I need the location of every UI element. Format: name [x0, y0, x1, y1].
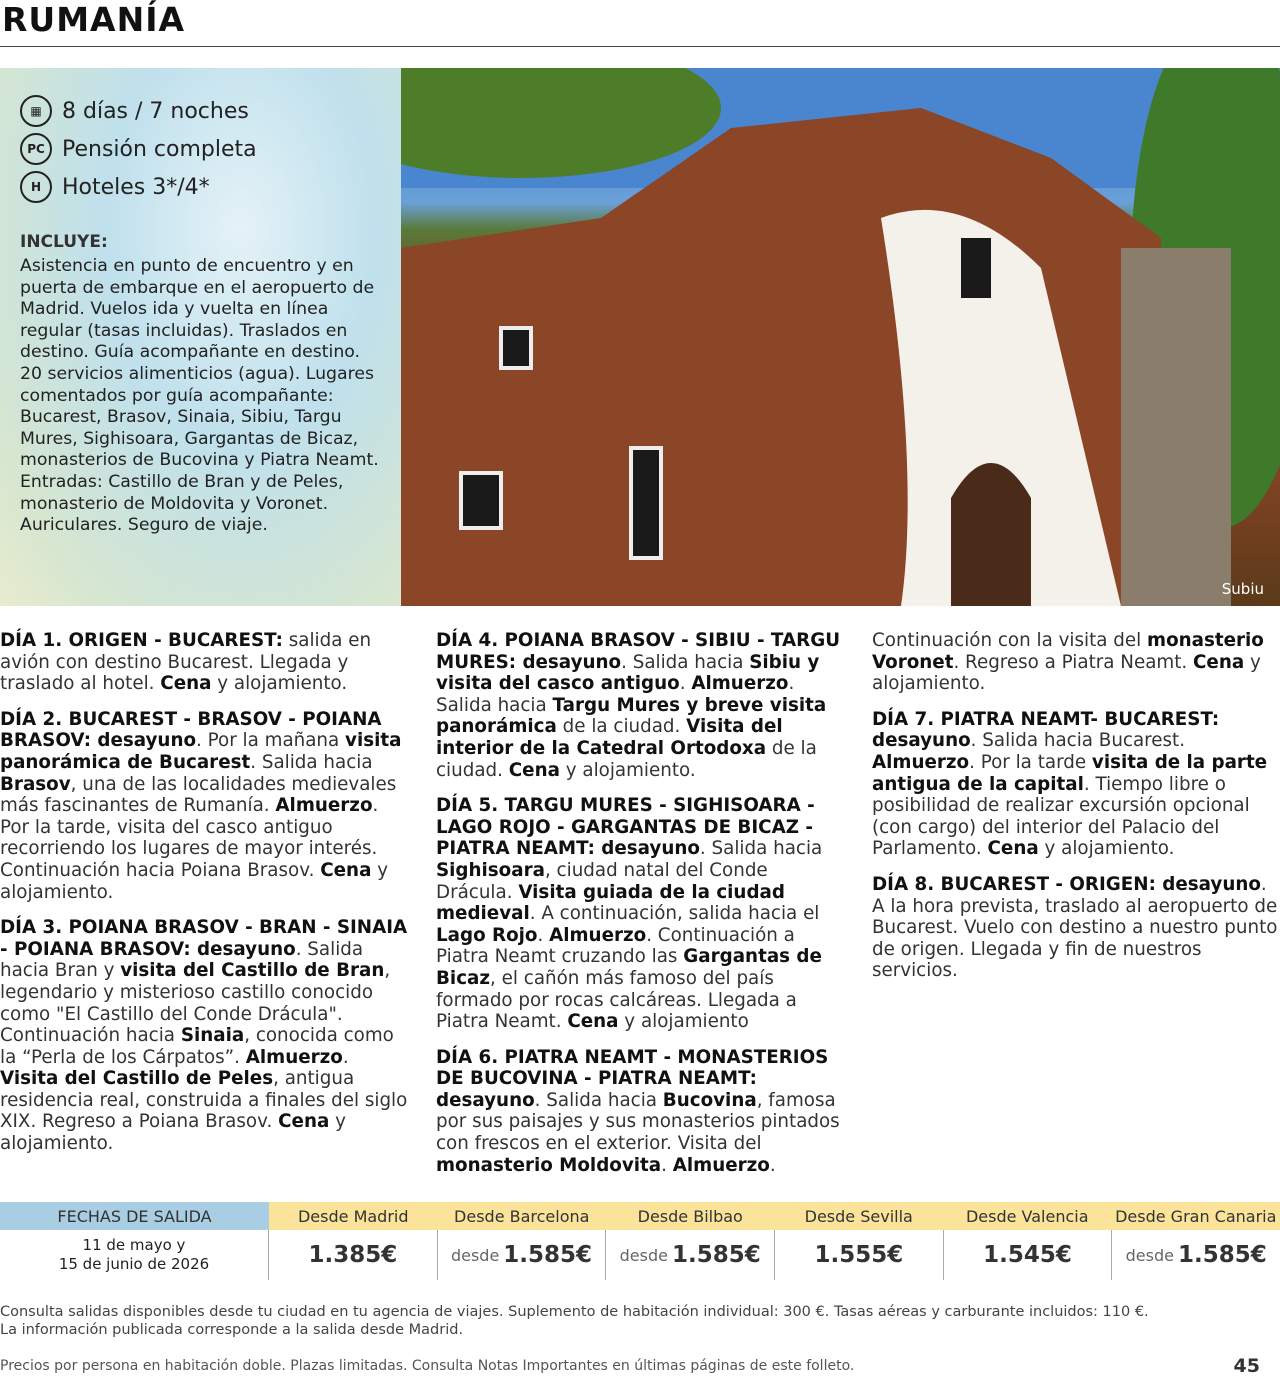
- itinerary-day: [436, 630, 844, 781]
- bold-text: Visita del interior de la Catedral Ortodoxa: [436, 716, 783, 759]
- photo-clay-castle: [401, 68, 1280, 606]
- itinerary-day: [0, 917, 408, 1155]
- footer-note: Precios por persona en habitación doble. Plazas limitadas. Consulta Notas Importantes en últimas páginas de este folleto.: [0, 1358, 854, 1374]
- includes-text: Asistencia en punto de encuentro y en puerta de embarque en el aeropuerto de Madrid. Vuelos ida y vuelta en línea regular (tasas incluidas). Traslados en destino. Guía acompañante en destino. 20 servicios alimenticios (agua). Lugares comentados por guía acompañante: Bucarest, Brasov, Sinaia, Sibiu, Targu Mures, Sighisoara, Gargantas de Bicaz, monasterios de Bucovina y Piatra Neamt. Entradas: Castillo de Bran y de Peles, monasterio de Moldovita y Voronet. Auriculares. Seguro de viaje.: [20, 256, 381, 537]
- origin-header: Desde Valencia: [943, 1202, 1112, 1230]
- departure-dates: [0, 1230, 269, 1280]
- text-run: . Salida hacia: [700, 838, 822, 859]
- pension-icon: PC: [20, 133, 52, 165]
- text-run: . Regreso a Piatra Neamt.: [953, 652, 1193, 673]
- price-value: 1.545€: [983, 1242, 1072, 1268]
- bold-text: monasterio Voronet: [872, 630, 1264, 673]
- text-run: , ciudad natal del Conde Drácula.: [436, 860, 768, 903]
- notes: [0, 1303, 1280, 1339]
- origin-header: Desde Barcelona: [438, 1202, 607, 1230]
- text-run: , famosa por sus paisajes y sus monasterios pintados con frescos en el exterior. Visita del: [436, 1090, 840, 1154]
- text-run: . Salida hacia Bucarest.: [971, 730, 1185, 751]
- text-run: , antigua residencia real, construida a finales del siglo XIX. Regreso a Poiana Brasov.: [0, 1068, 407, 1132]
- price-value: 1.585€: [672, 1242, 761, 1268]
- bold-text: visita de la parte antigua de la capital: [872, 752, 1267, 795]
- page-title: RUMANÍA: [2, 0, 185, 39]
- feature-text: Pensión completa: [62, 137, 257, 162]
- note-line: La información publicada corresponde a la salida desde Madrid.: [0, 1321, 1280, 1339]
- text-run: . Por la tarde: [969, 752, 1092, 773]
- origin-header: Desde Sevilla: [775, 1202, 944, 1230]
- price-cell: [606, 1230, 775, 1280]
- text-run: y alojamiento.: [0, 1111, 346, 1154]
- itinerary: [0, 630, 1280, 1190]
- text-run: .: [343, 1047, 349, 1068]
- bold-text: Almuerzo: [691, 673, 788, 694]
- itinerary-day: [872, 874, 1280, 982]
- text-run: y alojamiento.: [560, 760, 696, 781]
- bold-text: Bucovina: [663, 1090, 757, 1111]
- text-run: . Tiempo libre o posibilidad de realizar excursión opcional (con cargo) del interior del Palacio del Parlamento.: [872, 774, 1250, 860]
- price-value: 1.555€: [814, 1242, 903, 1268]
- bold-text: Lago Rojo: [436, 925, 537, 946]
- origin-header: Desde Bilbao: [606, 1202, 775, 1230]
- page-number: 45: [1234, 1355, 1260, 1377]
- text-run: , conocida como la “Perla de los Cárpatos”.: [0, 1025, 394, 1068]
- text-run: , el cañón más famoso del país formado por rocas calcáreas. Llegada a Piatra Neamt.: [436, 968, 797, 1032]
- bold-text: DÍA 1. ORIGEN - BUCAREST:: [0, 630, 283, 651]
- hotel-icon: H: [20, 171, 52, 203]
- text-run: de la ciudad.: [557, 716, 686, 737]
- text-run: . Por la mañana: [196, 730, 345, 751]
- text-run: . Salida hacia: [535, 1090, 663, 1111]
- text-run: salida en avión con destino Bucarest. Llegada y traslado al hotel.: [0, 630, 371, 694]
- text-run: .: [537, 925, 549, 946]
- bold-text: Cena: [320, 860, 371, 881]
- bold-text: Cena: [509, 760, 560, 781]
- origin-header: Desde Gran Canaria: [1112, 1202, 1280, 1230]
- bold-text: DÍA 4. POIANA BRASOV - SIBIU - TARGU MURES: desayuno: [436, 630, 840, 673]
- bold-text: DÍA 3. POIANA BRASOV - BRAN - SINAIA - POIANA BRASOV: desayuno: [0, 917, 407, 960]
- text-run: y alojamiento.: [872, 652, 1261, 695]
- price-cell: [438, 1230, 607, 1280]
- from-label: desde: [451, 1246, 499, 1265]
- calendar-icon: ▦: [20, 95, 52, 127]
- itinerary-day: [436, 795, 844, 1033]
- price-cell: [1112, 1230, 1280, 1280]
- feature-text: Hoteles 3*/4*: [62, 175, 210, 200]
- price-value: 1.585€: [1178, 1242, 1267, 1268]
- bold-text: Almuerzo: [275, 795, 372, 816]
- date-line: 15 de junio de 2026: [0, 1255, 268, 1274]
- bold-text: visita del Castillo de Bran: [120, 960, 384, 981]
- bold-text: Cena: [160, 673, 211, 694]
- divider: [0, 46, 1280, 47]
- text-run: . Continuación con la visita del: [770, 630, 1147, 1176]
- text-run: y alojamiento.: [211, 673, 347, 694]
- text-run: y alojamiento: [619, 1011, 749, 1032]
- bold-text: Brasov: [0, 774, 71, 795]
- bold-text: Almuerzo: [246, 1047, 343, 1068]
- bold-text: DÍA 6. PIATRA NEAMT - MONASTERIOS DE BUCOVINA - PIATRA NEAMT: desayuno: [436, 1047, 828, 1111]
- bold-text: DÍA 5. TARGU MURES - SIGHISOARA - LAGO ROJO - GARGANTAS DE BICAZ - PIATRA NEAMT: desayuno: [436, 795, 815, 859]
- text-run: , una de las localidades medievales más fascinantes de Rumanía.: [0, 774, 396, 817]
- photo-caption: Subiu: [1222, 580, 1264, 598]
- text-run: . Salida hacia Bran y: [0, 939, 363, 982]
- bold-text: Gargantas de Bicaz: [436, 946, 822, 989]
- text-run: . Salida hacia: [250, 752, 372, 773]
- text-run: . Por la tarde, visita del casco antiguo recorriendo los lugares de mayor interés. Continuación hacia Poiana Brasov.: [0, 795, 378, 881]
- bold-text: Almuerzo: [549, 925, 646, 946]
- price-cell: [269, 1230, 438, 1280]
- departure-dates-header: FECHAS DE SALIDA: [0, 1202, 269, 1230]
- feature-text: 8 días / 7 noches: [62, 99, 249, 124]
- text-run: , legendario y misterioso castillo conocido como "El Castillo del Conde Drácula". Continuación hacia: [0, 960, 390, 1046]
- bold-text: DÍA 2. BUCAREST - BRASOV - POIANA BRASOV: desayuno: [0, 709, 382, 752]
- bold-text: Sighisoara: [436, 860, 545, 881]
- price-cell: [944, 1230, 1113, 1280]
- bold-text: Almuerzo: [872, 752, 969, 773]
- text-run: y alojamiento.: [1039, 838, 1175, 859]
- price-value: 1.585€: [503, 1242, 592, 1268]
- includes-heading: INCLUYE:: [20, 232, 381, 252]
- feature-item: [20, 168, 381, 206]
- bold-text: Sibiu y visita del casco antiguo: [436, 652, 819, 695]
- text-run: . A la hora prevista, traslado al aeropuerto de Bucarest. Vuelo con destino a nuestro punto de origen. Llegada y fin de nuestros servicios.: [872, 874, 1277, 981]
- bold-text: Cena: [1193, 652, 1244, 673]
- bold-text: DÍA 7. PIATRA NEAMT- BUCAREST: desayuno: [872, 709, 1219, 752]
- text-run: de la ciudad.: [436, 738, 817, 781]
- bold-text: Sinaia: [181, 1025, 244, 1046]
- bold-text: Visita guiada de la ciudad medieval: [436, 882, 785, 925]
- price-table: [0, 1202, 1280, 1280]
- itinerary-day: [0, 709, 408, 903]
- bold-text: Almuerzo: [673, 1155, 770, 1176]
- price-value: 1.385€: [308, 1242, 397, 1268]
- text-run: .: [680, 673, 692, 694]
- itinerary-day: [872, 709, 1280, 860]
- price-cell: [775, 1230, 944, 1280]
- note-line: Consulta salidas disponibles desde tu ciudad en tu agencia de viajes. Suplemento de habitación individual: 300 €. Tasas aéreas y carburante incluidos: 110 €.: [0, 1303, 1280, 1321]
- feature-item: [20, 130, 381, 168]
- text-run: . Continuación a Piatra Neamt cruzando las: [436, 925, 795, 968]
- text-run: y alojamiento.: [0, 860, 388, 903]
- from-label: desde: [620, 1246, 668, 1265]
- castle-illustration: [401, 68, 1280, 606]
- bold-text: DÍA 8. BUCAREST - ORIGEN: desayuno: [872, 874, 1261, 895]
- text-run: . Salida hacia: [621, 652, 749, 673]
- bold-text: Cena: [278, 1111, 329, 1132]
- date-line: 11 de mayo y: [0, 1236, 268, 1255]
- bold-text: Targu Mures y breve visita panorámica: [436, 695, 826, 738]
- text-run: .: [661, 1155, 673, 1176]
- trip-summary-box: [0, 68, 401, 606]
- bold-text: visita panorámica de Bucarest: [0, 730, 401, 773]
- feature-item: [20, 92, 381, 130]
- origin-header: Desde Madrid: [269, 1202, 438, 1230]
- text-run: . Salida hacia: [436, 673, 794, 716]
- bold-text: Cena: [988, 838, 1039, 859]
- bold-text: Cena: [567, 1011, 618, 1032]
- from-label: desde: [1126, 1246, 1174, 1265]
- bold-text: Visita del Castillo de Peles: [0, 1068, 273, 1089]
- itinerary-day: [0, 630, 408, 695]
- text-run: . A continuación, salida hacia el: [530, 903, 820, 924]
- bold-text: monasterio Moldovita: [436, 1155, 661, 1176]
